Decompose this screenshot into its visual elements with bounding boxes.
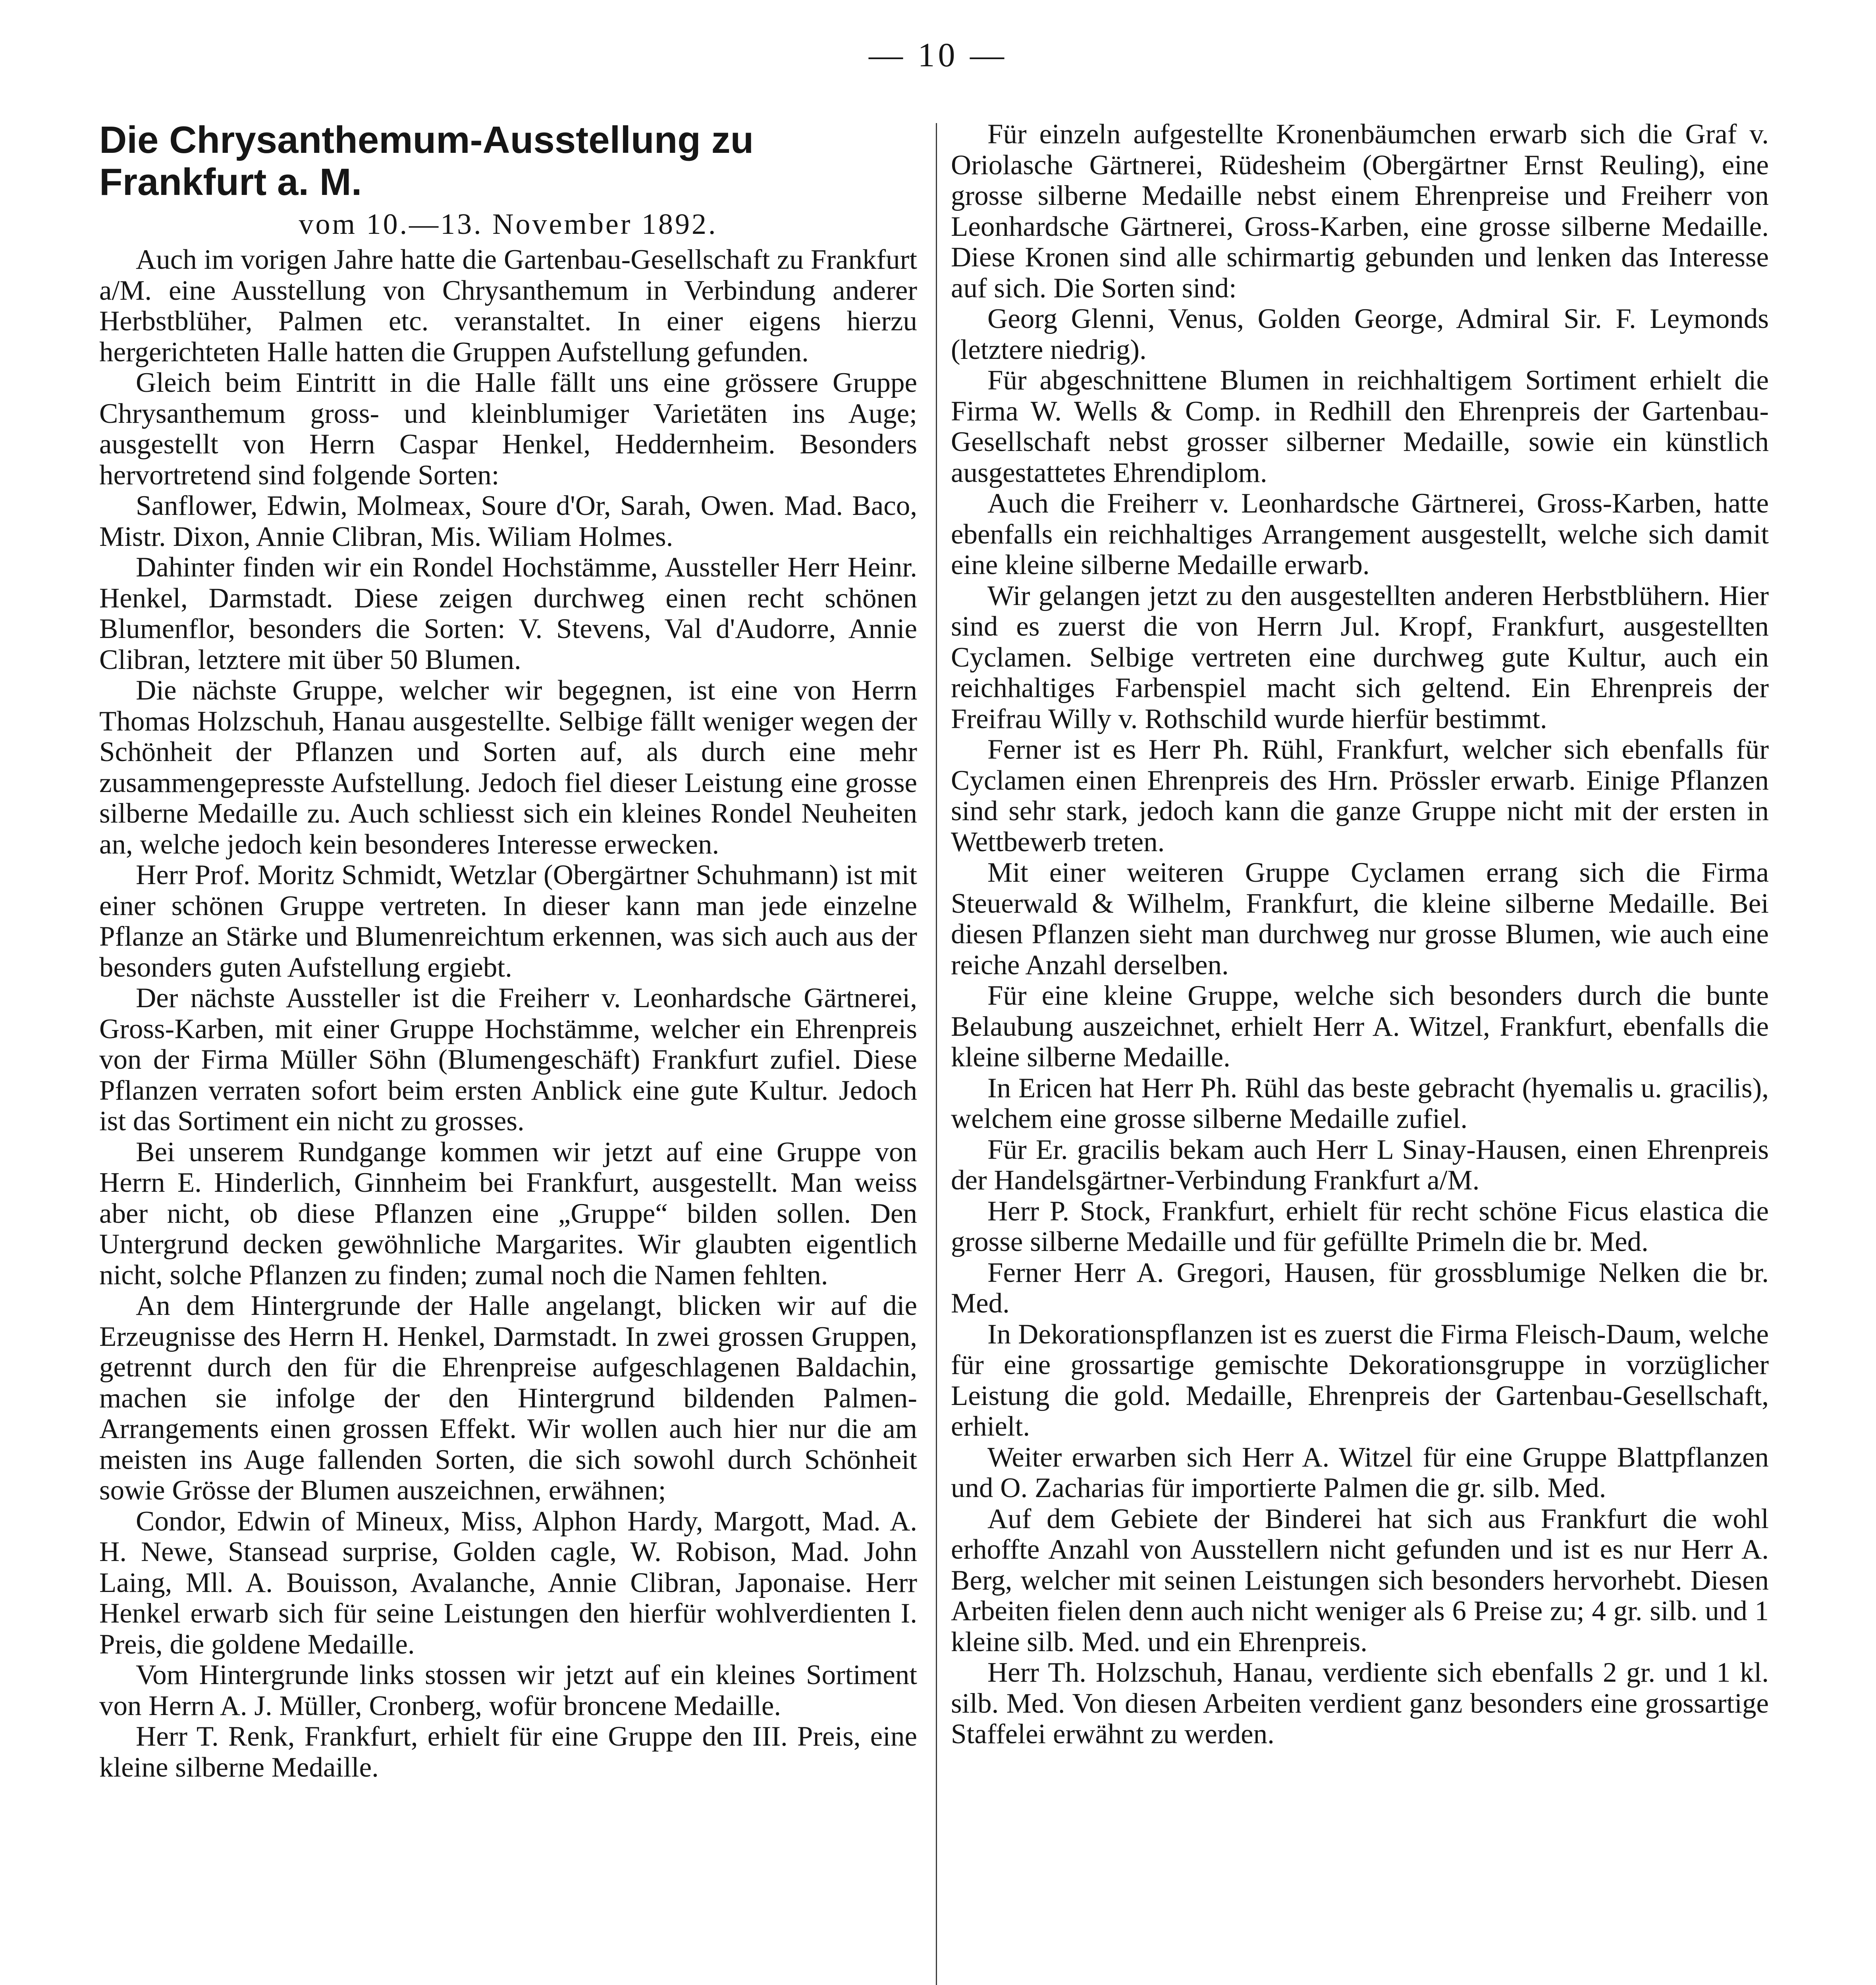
paragraph: Ferner ist es Herr Ph. Rühl, Frankfurt, welcher sich ebenfalls für Cyclamen einen Ehrenpreis des Hrn. Prössler erwarb. Einige Pflanzen sind sehr stark, jedoch kann die ganze Gruppe nicht mit der ersten in Wettbewerb treten. [951, 734, 1769, 858]
article-dateline: vom 10.—13. November 1892. [299, 208, 718, 241]
paragraph: Die nächste Gruppe, welcher wir begegnen, ist eine von Herrn Thomas Holzschuh, Hanau ausgestellte. Selbige fällt weniger wegen der Schönheit der Pflanzen und Sorten auf, als durch eine mehr zusammengepresste Aufstellung. Jedoch fiel dieser Leistung eine grosse silberne Medaille zu. Auch schliesst sich ein kleines Rondel Neuheiten an, welche jedoch kein besonderes Interesse erwecken. [99, 675, 917, 860]
paragraph: Auch die Freiherr v. Leonhardsche Gärtnerei, Gross-Karben, hatte ebenfalls ein reichhaltiges Arrangement ausgestellt, welche sich damit eine kleine silberne Medaille erwarb. [951, 488, 1769, 580]
paragraph: Auch im vorigen Jahre hatte die Gartenbau-Gesellschaft zu Frankfurt a/M. eine Ausstellung von Chrysanthemum in Verbindung anderer Herbstblüher, Palmen etc. veranstaltet. In einer eigens hierzu hergerichteten Halle hatten die Gruppen Aufstellung gefunden. [99, 244, 917, 368]
paragraph: In Ericen hat Herr Ph. Rühl das beste gebracht (hyemalis u. gracilis), welchem eine grosse silberne Medaille zufiel. [951, 1072, 1769, 1134]
paragraph: Für abgeschnittene Blumen in reichhaltigem Sortiment erhielt die Firma W. Wells & Comp. in Redhill den Ehrenpreis der Gartenbau-Gesellschaft nebst grosser silberner Medaille, sowie ein künstlich ausgestattetes Ehrendiplom. [951, 365, 1769, 488]
paragraph: Herr P. Stock, Frankfurt, erhielt für recht schöne Ficus elastica die grosse silberne Medaille und für gefüllte Primeln die br. Med. [951, 1195, 1769, 1257]
paragraph: Der nächste Aussteller ist die Freiherr v. Leonhardsche Gärtnerei, Gross-Karben, mit einer Gruppe Hochstämme, welcher ein Ehrenpreis von der Firma Müller Söhn (Blumengeschäft) Frankfurt zufiel. Diese Pflanzen verraten sofort beim ersten Anblick eine gute Kultur. Jedoch ist das Sortiment ein nicht zu grosses. [99, 983, 917, 1137]
paragraph: Mit einer weiteren Gruppe Cyclamen errang sich die Firma Steuerwald & Wilhelm, Frankfurt, die kleine silberne Medaille. Bei diesen Pflanzen sieht man durchweg nur grosse Blumen, wie auch eine reiche Anzahl derselben. [951, 857, 1769, 981]
paragraph: Herr Th. Holzschuh, Hanau, verdiente sich ebenfalls 2 gr. und 1 kl. silb. Med. Von diesen Arbeiten verdient ganz besonders eine grossartige Staffelei erwähnt zu werden. [951, 1657, 1769, 1750]
paragraph: Bei unserem Rundgange kommen wir jetzt auf eine Gruppe von Herrn E. Hinderlich, Ginnheim bei Frankfurt, ausgestellt. Man weiss aber nicht, ob diese Pflanzen eine „Gruppe“ bilden sollen. Den Untergrund decken gewöhnliche Margarites. Wir glaubten eigentlich nicht, solche Pflanzen zu finden; zumal noch die Namen fehlten. [99, 1136, 917, 1291]
variety-list: Georg Glenni, Venus, Golden George, Admiral Sir. F. Leymonds (letztere niedrig). [951, 303, 1769, 365]
paragraph: In Dekorationspflanzen ist es zuerst die Firma Fleisch-Daum, welche für eine grossartige gemischte Dekorationsgruppe in vorzüglicher Leistung die gold. Medaille, Ehrenpreis der Gartenbau-Gesellschaft, erhielt. [951, 1318, 1769, 1442]
paragraph: Gleich beim Eintritt in die Halle fällt uns eine grössere Gruppe Chrysanthemum gross- und kleinblumiger Varietäten ins Auge; ausgestellt von Herrn Caspar Henkel, Heddernheim. Besonders hervortretend sind folgende Sorten: [99, 367, 917, 491]
paragraph: Weiter erwarben sich Herr A. Witzel für eine Gruppe Blattpflanzen und O. Zacharias für importierte Palmen die gr. silb. Med. [951, 1442, 1769, 1503]
paragraph: Herr T. Renk, Frankfurt, erhielt für eine Gruppe den III. Preis, eine kleine silberne Medaille. [99, 1721, 917, 1783]
variety-list: Sanflower, Edwin, Molmeax, Soure d'Or, Sarah, Owen. Mad. Baco, Mistr. Dixon, Annie Clibran, Mis. Wiliam Holmes. [99, 490, 917, 552]
paragraph: Herr Prof. Moritz Schmidt, Wetzlar (Obergärtner Schuhmann) ist mit einer schönen Gruppe vertreten. In dieser kann man jede einzelne Pflanze an Stärke und Blumenreichtum erkennen, was sich auch aus der besonders guten Aufstellung ergiebt. [99, 860, 917, 983]
paragraph: Dahinter finden wir ein Rondel Hochstämme, Aussteller Herr Heinr. Henkel, Darmstadt. Diese zeigen durchweg einen recht schönen Blumenflor, besonders die Sorten: V. Stevens, Val d'Audorre, Annie Clibran, letztere mit über 50 Blumen. [99, 552, 917, 675]
variety-list: Condor, Edwin of Mineux, Miss, Alphon Hardy, Margott, Mad. A. H. Newe, Stansead surprise, Golden cagle, W. Robison, Mad. John Laing, Mll. A. Bouisson, Avalanche, Annie Clibran, Japonaise. Herr Henkel erwarb sich für seine Leistungen den hierfür wohlverdienten I. Preis, die goldene Medaille. [99, 1505, 917, 1660]
left-column [99, 119, 917, 1783]
right-column [951, 119, 1769, 1750]
paragraph: Für einzeln aufgestellte Kronenbäumchen erwarb sich die Graf v. Oriolasche Gärtnerei, Rüdesheim (Obergärtner Ernst Reuling), eine grosse silberne Medaille nebst einem Ehrenpreise und Freiherr von Leonhardsche Gärtnerei, Gross-Karben, eine grosse silberne Medaille. Diese Kronen sind alle schirmartig gebunden und lenken das Interesse auf sich. Die Sorten sind: [951, 119, 1769, 304]
page-number: — 10 — [869, 36, 1007, 74]
paragraph: Ferner Herr A. Gregori, Hausen, für grossblumige Nelken die br. Med. [951, 1257, 1769, 1319]
paragraph: Auf dem Gebiete der Binderei hat sich aus Frankfurt die wohl erhoffte Anzahl von Ausstellern nicht gefunden und ist es nur Herr A. Berg, welcher mit seinen Leistungen sich besonders hervorhebt. Diesen Arbeiten fielen denn auch nicht weniger als 6 Preise zu; 4 gr. silb. und 1 kleine silb. Med. und ein Ehrenpreis. [951, 1503, 1769, 1657]
paragraph: Wir gelangen jetzt zu den ausgestellten anderen Herbstblühern. Hier sind es zuerst die von Herrn Jul. Kropf, Frankfurt, ausgestellten Cyclamen. Selbige vertreten eine durchweg gute Kultur, auch ein reichhaltiges Farbenspiel macht sich geltend. Ein Ehrenpreis der Freifrau Willy v. Rothschild wurde hierfür bestimmt. [951, 580, 1769, 734]
paragraph: Für eine kleine Gruppe, welche sich besonders durch die bunte Belaubung auszeichnet, erhielt Herr A. Witzel, Frankfurt, ebenfalls die kleine silberne Medaille. [951, 980, 1769, 1073]
paragraph: Vom Hintergrunde links stossen wir jetzt auf ein kleines Sortiment von Herrn A. J. Müller, Cronberg, wofür broncene Medaille. [99, 1659, 917, 1721]
paragraph: An dem Hintergrunde der Halle angelangt, blicken wir auf die Erzeugnisse des Herrn H. Henkel, Darmstadt. In zwei grossen Gruppen, getrennt durch den für die Ehrenpreise aufgeschlagenen Baldachin, machen sie infolge der den Hintergrund bildenden Palmen-Arrangements einen grossen Effekt. Wir wollen auch hier nur die am meisten ins Auge fallenden Sorten, die sich sowohl durch Schönheit sowie Grösse der Blumen auszeichnen, erwähnen; [99, 1290, 917, 1506]
paragraph: Für Er. gracilis bekam auch Herr L Sinay-Hausen, einen Ehrenpreis der Handelsgärtner-Verbindung Frankfurt a/M. [951, 1134, 1769, 1196]
article-title: Die Chrysanthemum-Ausstellung zu Frankfurt a. M. [99, 119, 754, 203]
column-divider [936, 123, 937, 1985]
